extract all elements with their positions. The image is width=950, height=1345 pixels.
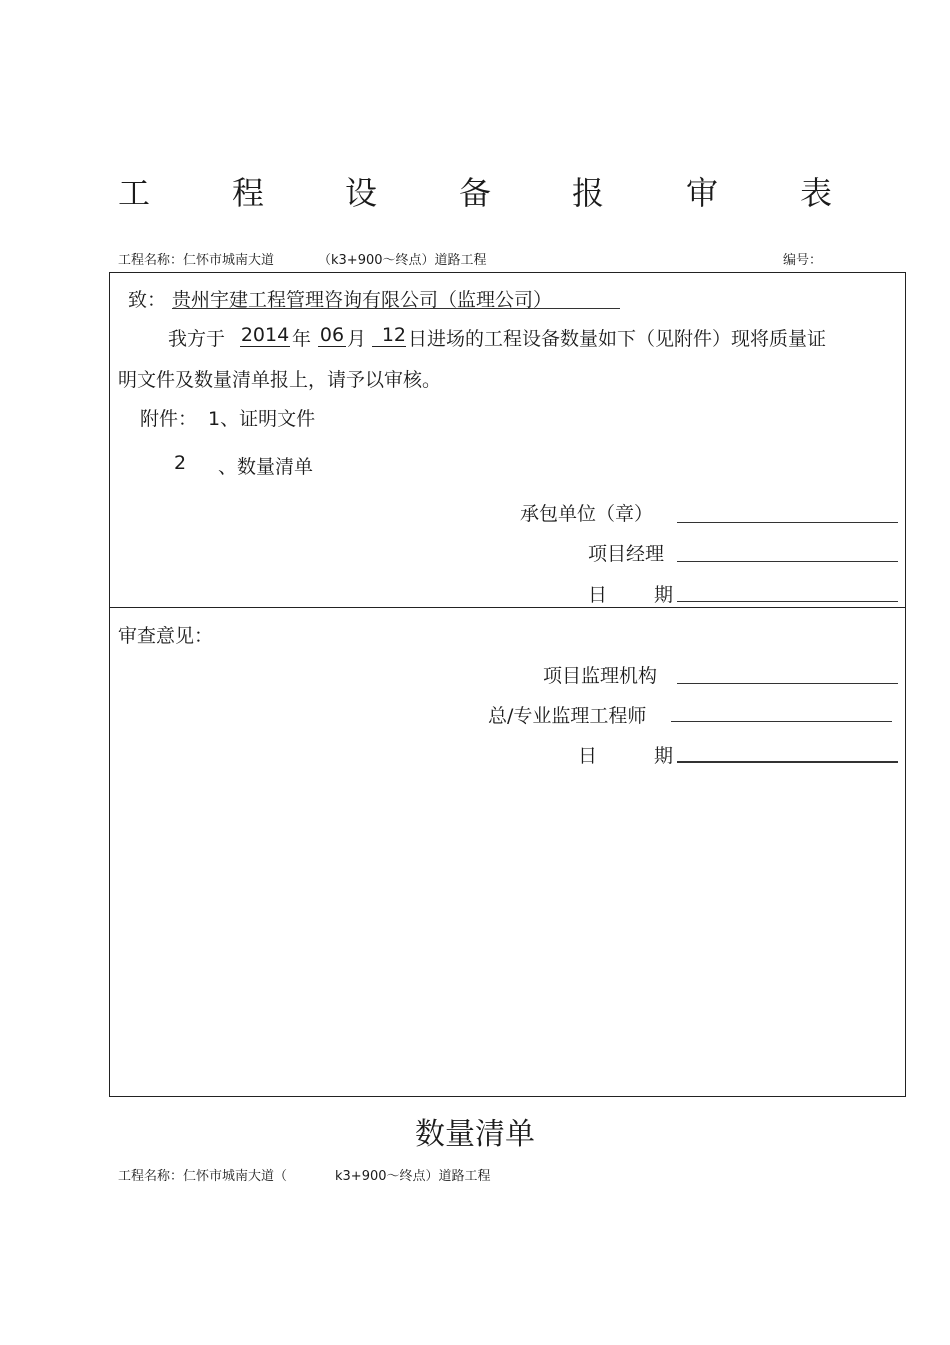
review-opinion-label: 审查意见： bbox=[118, 625, 214, 647]
quantity-list-title: 数量清单 bbox=[415, 1117, 535, 1152]
intro-text: 日进场的工程设备数量如下（见附件）现将质量证 bbox=[408, 328, 827, 350]
title-char: 审 bbox=[686, 174, 719, 212]
entry-year: 2014 bbox=[240, 324, 290, 346]
title-char: 备 bbox=[459, 174, 492, 212]
title-char: 表 bbox=[800, 174, 833, 212]
year-unit: 年 bbox=[292, 328, 312, 350]
project-name-label: 工程名称：仁怀市城南大道 bbox=[118, 253, 275, 268]
project-manager-label: 项目经理 bbox=[588, 543, 665, 565]
title-char: 工 bbox=[118, 174, 151, 212]
intro-text-line2: 明文件及数量清单报上，请予以审核。 bbox=[118, 369, 442, 391]
attachments-label: 附件： bbox=[140, 408, 198, 430]
supervision-org-label: 项目监理机构 bbox=[543, 665, 658, 687]
report-form-frame bbox=[109, 272, 906, 1097]
date-label-char1: 日 bbox=[588, 584, 608, 606]
recipient-company: 贵州宇建工程管理咨询有限公司（监理公司） bbox=[172, 289, 553, 311]
date-label-char2: 期 bbox=[654, 584, 674, 606]
entry-month: 06 bbox=[319, 324, 345, 346]
title-char: 设 bbox=[345, 174, 378, 212]
project-segment: （k3+900～终点）道路工程 bbox=[318, 253, 487, 268]
attachment-2-number: 2 bbox=[174, 452, 187, 474]
manager-signature-line bbox=[677, 561, 898, 562]
title-char: 报 bbox=[572, 174, 605, 212]
review-date-char1: 日 bbox=[578, 745, 598, 767]
entry-day: 12 bbox=[372, 324, 406, 347]
engineer-signature-line bbox=[671, 721, 892, 722]
attachment-2: 、数量清单 bbox=[218, 456, 314, 478]
review-date-signature-line bbox=[677, 761, 898, 763]
to-prefix: 致： bbox=[128, 289, 167, 311]
contractor-signature-line bbox=[677, 522, 898, 523]
date-signature-line bbox=[677, 601, 898, 602]
title-char: 程 bbox=[232, 174, 265, 212]
number-label: 编号： bbox=[783, 253, 823, 268]
list-project-name-label: 工程名称：仁怀市城南大道（ bbox=[118, 1169, 288, 1184]
list-project-segment: k3+900～终点）道路工程 bbox=[335, 1169, 491, 1184]
supervision-org-signature-line bbox=[677, 683, 898, 684]
attachment-1: 1、证明文件 bbox=[208, 408, 316, 430]
intro-prefix: 我方于 bbox=[168, 328, 226, 350]
supervising-engineer-label: 总/专业监理工程师 bbox=[488, 705, 647, 727]
contractor-seal-label: 承包单位（章） bbox=[520, 503, 654, 525]
month-unit: 月 bbox=[347, 328, 367, 350]
review-date-char2: 期 bbox=[654, 745, 674, 767]
recipient-underline bbox=[172, 308, 620, 309]
section-divider bbox=[109, 607, 906, 608]
